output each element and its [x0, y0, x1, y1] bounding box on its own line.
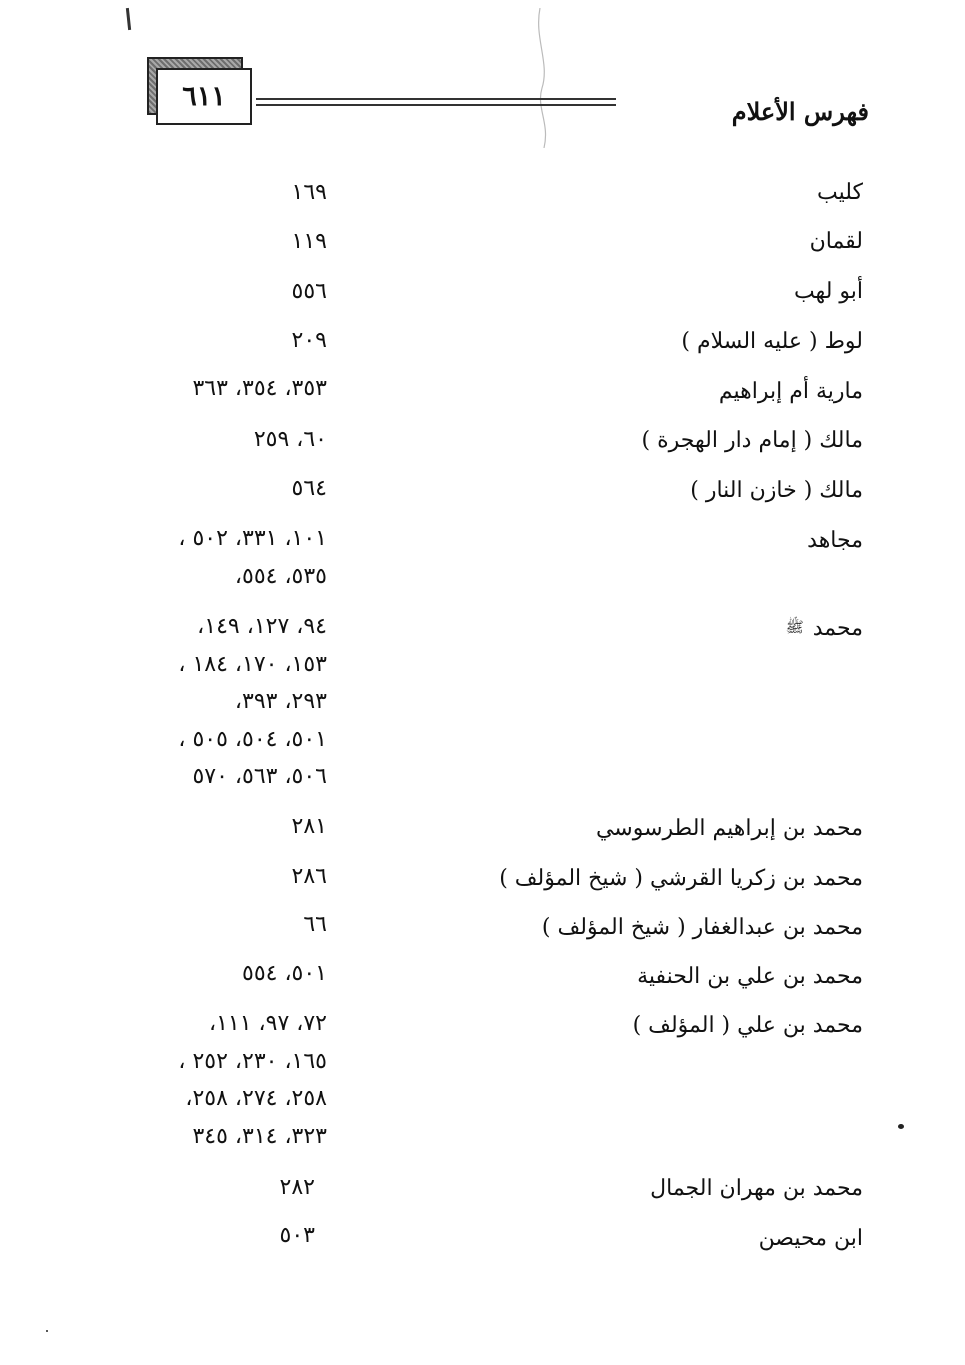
page-ref-line: ٥٣٥، ٥٥٤، [234, 563, 327, 589]
index-entry-name: محمد بن علي ( المؤلف ) [632, 1013, 863, 1038]
index-entry-pages [292, 322, 327, 360]
page-title: فهرس الأعلام [731, 97, 869, 126]
page-ref-line: ٦٠، ٢٥٩ [253, 427, 327, 452]
index-entry-name: محمد بن عبدالغفار ( شيخ المؤلف ) [541, 915, 863, 940]
page-ref-line: ٢٩٣، ٣٩٣، [234, 689, 327, 714]
page-ref-line: ٥٦٤ [291, 476, 327, 501]
page-ref-line: ٥٠٦، ٥٦٣، ٥٧٠ [192, 764, 327, 789]
index-entry-name: محمد بن مهران الجمال [650, 1176, 863, 1201]
page-ref-line: ٢٨٦ [291, 864, 327, 889]
header-rule [256, 104, 616, 106]
index-entry-name: مجاهد [807, 528, 863, 553]
index-entry-pages [292, 174, 327, 212]
index-entry-name: كليب [817, 180, 863, 205]
page-ref-line: ٥٠٣ [279, 1223, 315, 1248]
page-ref-line: ١٦٩ [291, 180, 327, 205]
index-entry-pages [292, 273, 327, 311]
index-entry-pages [178, 520, 327, 595]
index-entry-pages [178, 608, 327, 796]
honorific-mark: ﷺ [785, 618, 804, 636]
entry-name-text: محمد [812, 616, 863, 641]
index-entry-name: أبو لهب [793, 279, 863, 304]
scan-corner-mark [126, 8, 131, 30]
page-ref-line: ٥٥٦ [291, 279, 327, 304]
page-ref-line: ٣٥٣، ٣٥٤، ٣٦٣ [192, 376, 327, 401]
index-entry-pages [280, 1217, 315, 1255]
page-ref-line: ٧٢، ٩٧، ١١١، [208, 1011, 327, 1036]
page-crease-mark [520, 8, 560, 148]
page-ref-line: ٥٠١، ٥٠٤، ٥٠٥ ، [178, 726, 327, 752]
page-ref-line: ٦٦ [303, 912, 327, 937]
index-entry-pages [280, 1169, 315, 1207]
page-ref-line: ١٦٥، ٢٣٠، ٢٥٢ ، [178, 1048, 327, 1074]
index-entry-pages [292, 858, 327, 896]
index-entry-name: مالك ( خازن النار ) [690, 478, 863, 503]
page-ref-line: ٢٨٢ [279, 1175, 315, 1200]
index-entry-name: محمد بن زكريا القرشي ( شيخ المؤلف ) [499, 866, 863, 891]
index-entry-name [786, 616, 863, 641]
header-rule [256, 98, 616, 100]
page-ref-line: ٢٠٩ [291, 328, 327, 353]
index-entry-name: مالك ( إمام دار الهجرة ) [641, 428, 863, 453]
page-ref-line: ١١٩ [291, 229, 327, 254]
page-number: ٦١١ [156, 68, 252, 125]
page-number-box [147, 57, 251, 125]
page-ref-line: ٣٢٣، ٣١٤، ٣٤٥ [192, 1123, 327, 1149]
index-entry-name: لقمان [809, 229, 863, 254]
index-entry-name: لوط ( عليه السلام ) [681, 329, 863, 354]
index-entry-name: ابن محيصن [758, 1226, 863, 1251]
page-ref-line: ١٥٣، ١٧٠، ١٨٤ ، [178, 651, 327, 677]
page-ref-line: ٢٥٨، ٢٧٤، ٢٥٨، [185, 1086, 327, 1111]
index-entry-name: محمد بن علي بن الحنفية [637, 964, 863, 989]
page-ref-line: ٢٨١ [291, 814, 327, 839]
page-ref-line: ٩٤، ١٢٧، ١٤٩، [197, 614, 327, 639]
index-entry-pages [292, 808, 327, 846]
index-entry-pages [254, 421, 327, 459]
index-entry-pages [292, 223, 327, 261]
index-entry-name: محمد بن إبراهيم الطرسوسي [595, 816, 863, 841]
index-entry-name: مارية أم إبراهيم [718, 379, 863, 404]
index-entry-pages [192, 370, 327, 408]
index-entry-pages [242, 955, 327, 993]
page-ref-line: ١٠١، ٣٣١، ٥٠٢ ، [178, 526, 327, 551]
index-entry-pages [178, 1005, 327, 1155]
index-entry-pages [292, 470, 327, 508]
scan-speck [898, 1124, 904, 1129]
scan-speck [46, 1330, 48, 1332]
index-entry-pages [303, 906, 327, 944]
page-ref-line: ٥٠١، ٥٥٤ [242, 961, 327, 986]
